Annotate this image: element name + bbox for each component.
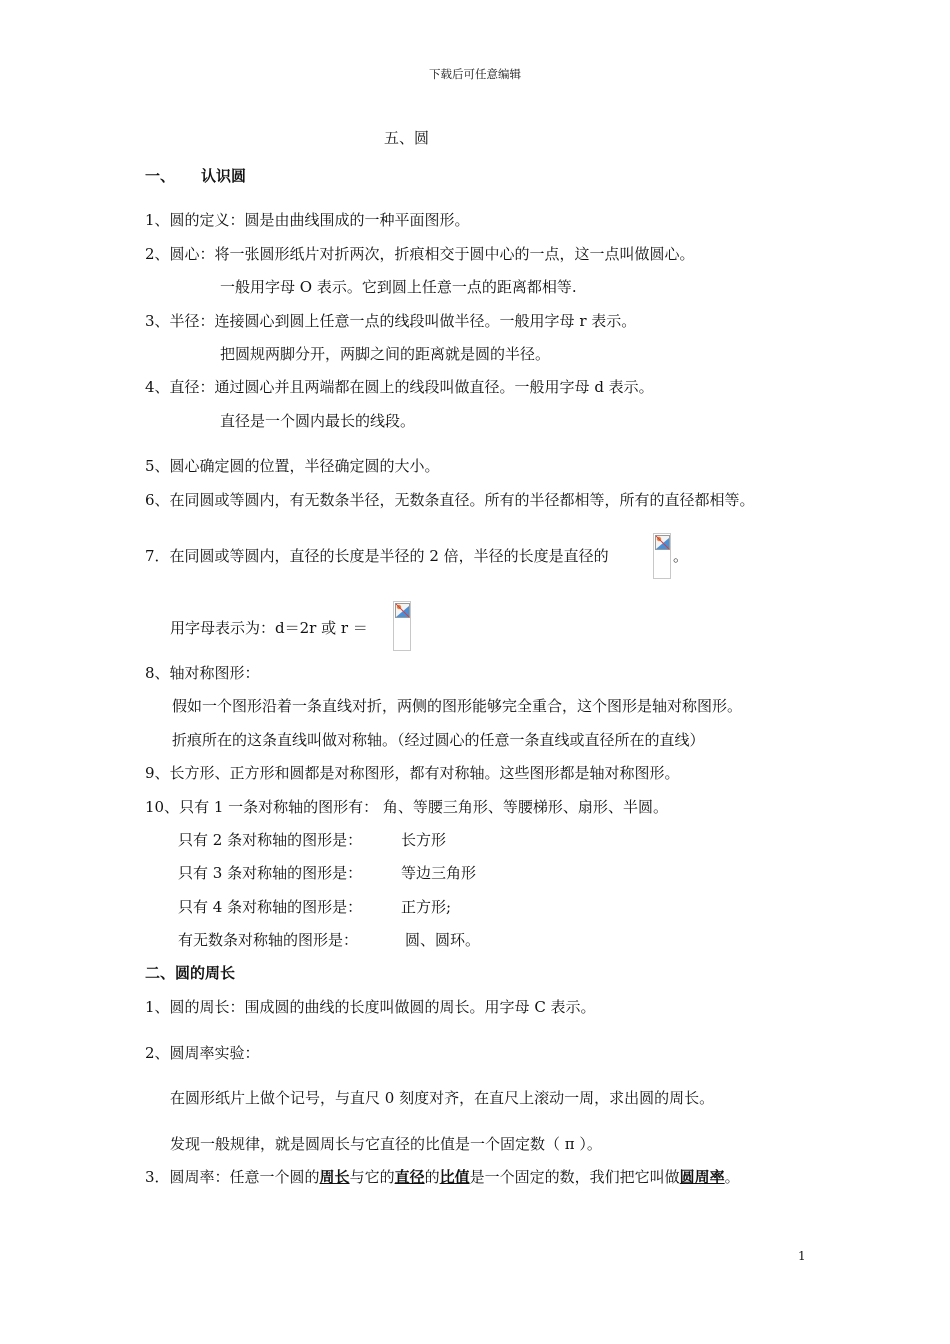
line-four-axes-label: 只有 4 条对称轴的图形是： [178, 898, 363, 916]
line-radius: 3、半径：连接圆心到圆上任意一点的线段叫做半径。一般用字母 r 表示。 [145, 312, 637, 330]
section1-number: 一、 [145, 167, 176, 185]
section2-title: 二、圆的周长 [145, 964, 236, 982]
pi-def-part: 。 [724, 1168, 740, 1186]
line-axis-symmetry: 8、轴对称图形： [145, 664, 260, 682]
line-pi-rule: 发现一般规律，就是圆周长与它直径的比值是一个固定数（ π ）。 [170, 1135, 602, 1153]
section1-title: 认识圆 [201, 167, 247, 185]
line-two-axes-label: 只有 2 条对称轴的图形是： [178, 831, 363, 849]
pi-def-part: 是一个固定的数，我们把它叫做 [469, 1168, 680, 1186]
pi-def-part: 3．圆周率：任意一个圆的 [145, 1168, 320, 1186]
pi-def-diameter: 直径 [394, 1168, 425, 1186]
line-axis-crease: 折痕所在的这条直线叫做对称轴。（经过圆心的任意一条直线或直径所在的直线） [172, 731, 705, 749]
document-title: 五、圆 [384, 129, 430, 147]
broken-image-icon [395, 603, 410, 618]
pi-def-part: 的 [424, 1168, 440, 1186]
broken-image-icon [655, 535, 670, 550]
line-three-axes-value: 等边三角形 [401, 864, 477, 882]
line-one-axis: 10、只有 1 一条对称轴的图形有： 角、等腰三角形、等腰梯形、扇形、半圆。 [145, 798, 668, 816]
formula-image-placeholder [393, 601, 411, 651]
line-axis-definition: 假如一个图形沿着一条直线对折，两侧的图形能够完全重合，这个图形是轴对称图形。 [172, 697, 743, 715]
line-infinite-axes-value: 圆、圆环。 [405, 931, 481, 949]
line-equal-radii: 6、在同圆或等圆内，有无数条半径，无数条直径。所有的半径都相等，所有的直径都相等。 [145, 491, 755, 509]
pi-def-pi: 圆周率 [679, 1168, 725, 1186]
line-four-axes-value: 正方形; [401, 898, 452, 916]
line-pi-definition [145, 1167, 740, 1187]
line-center-detail: 一般用字母 O 表示。它到圆上任意一点的距离都相等. [220, 278, 577, 296]
line-pi-procedure: 在圆形纸片上做个记号，与直尺 0 刻度对齐，在直尺上滚动一周，求出圆的周长。 [170, 1089, 715, 1107]
page-number: 1 [798, 1249, 806, 1263]
line-ratio-end: 。 [673, 547, 689, 565]
line-symmetric-shapes: 9、长方形、正方形和圆都是对称图形，都有对称轴。这些图形都是轴对称图形。 [145, 764, 680, 782]
pi-def-part: 与它的 [349, 1168, 395, 1186]
fraction-image-placeholder [653, 533, 671, 579]
line-three-axes-label: 只有 3 条对称轴的图形是： [178, 864, 363, 882]
pi-def-circumference: 周长 [319, 1168, 350, 1186]
line-definition: 1、圆的定义：圆是由曲线围成的一种平面图形。 [145, 211, 470, 229]
line-infinite-axes-label: 有无数条对称轴的图形是： [178, 931, 359, 949]
line-diameter: 4、直径：通过圆心并且两端都在圆上的线段叫做直径。一般用字母 d 表示。 [145, 378, 654, 396]
line-radius-detail: 把圆规两脚分开，两脚之间的距离就是圆的半径。 [220, 345, 551, 363]
page-header: 下载后可任意编辑 [429, 67, 521, 81]
line-diameter-detail: 直径是一个圆内最长的线段。 [220, 412, 416, 430]
line-position-size: 5、圆心确定圆的位置，半径确定圆的大小。 [145, 457, 440, 475]
line-circumference: 1、圆的周长：围成圆的曲线的长度叫做圆的周长。用字母 C 表示。 [145, 998, 596, 1016]
line-ratio: 7．在同圆或等圆内，直径的长度是半径的 2 倍，半径的长度是直径的 [145, 547, 609, 565]
line-formula: 用字母表示为：d＝2r 或 r ＝ [170, 619, 368, 637]
pi-def-ratio: 比值 [439, 1168, 470, 1186]
line-two-axes-value: 长方形 [401, 831, 447, 849]
line-pi-experiment: 2、圆周率实验： [145, 1044, 260, 1062]
line-center: 2、圆心：将一张圆形纸片对折两次，折痕相交于圆中心的一点，这一点叫做圆心。 [145, 245, 695, 263]
